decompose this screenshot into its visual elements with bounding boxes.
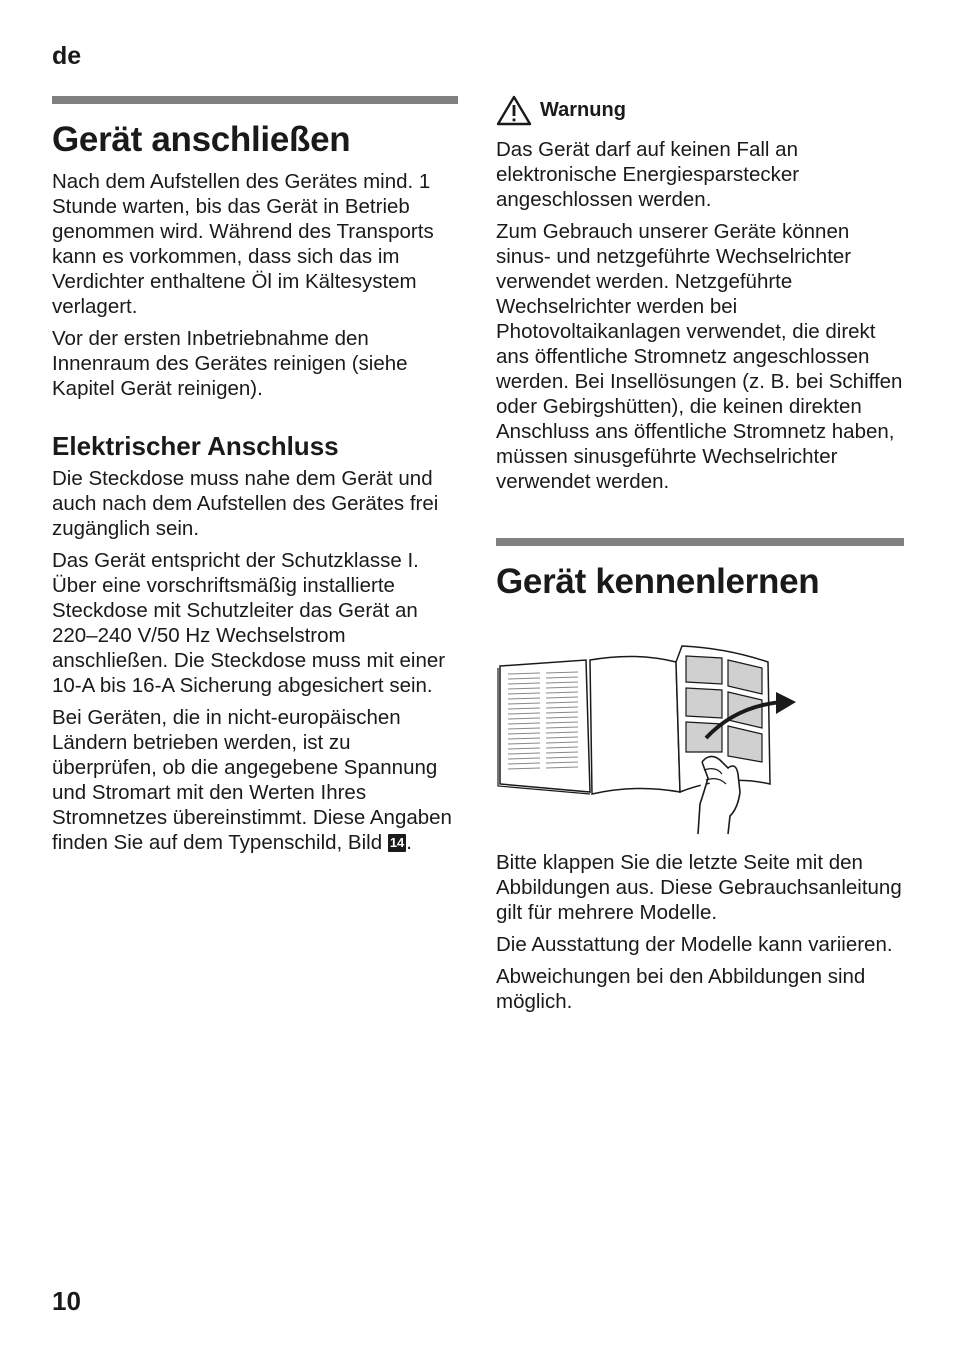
paragraph-end: . xyxy=(406,831,412,854)
warning-header xyxy=(496,90,904,130)
right-column xyxy=(496,0,904,1021)
paragraph-text: Bei Geräten, die in nicht-europäischen Ländern betrieben werden, ist zu überprüfen, ob die angegebene Spannung und Stromart mit den Werten Ihres Stromnetzes übereinstimmt. Diese Angaben finden Sie auf dem Typenschild, Bild xyxy=(52,706,452,854)
manual-foldout-illustration xyxy=(496,644,806,836)
paragraph: Vor der ersten Inbetriebnahme den Innenraum des Gerätes reinigen (siehe Kapitel Gerät reinigen). xyxy=(52,327,408,400)
subsection-title-electrical: Elektrischer Anschluss xyxy=(52,431,339,461)
warning-label: Warnung xyxy=(540,98,626,121)
section-title-connect: Gerät anschließen xyxy=(52,120,351,159)
paragraph: Abweichungen bei den Abbildungen sind möglich. xyxy=(496,965,866,1013)
paragraph: Das Gerät darf auf keinen Fall an elektronische Energiesparstecker angeschlossen werden. xyxy=(496,138,800,211)
section-title-get-to-know: Gerät kennenlernen xyxy=(496,562,820,601)
paragraph: Das Gerät entspricht der Schutzklasse I. Über eine vorschriftsmäßig installierte Steckdose mit Schutzleiter das Gerät an 220–240 V/50 Hz Wechselstrom anschließen. Die Steckdose muss mit einer 10-A bis 16-A Sicherung abgesichert sein. xyxy=(52,549,446,697)
paragraph xyxy=(52,705,458,855)
paragraph: Bitte klappen Sie die letzte Seite mit den Abbildungen aus. Diese Gebrauchsanleitung gilt für mehrere Modelle. xyxy=(496,851,902,924)
language-code: de xyxy=(52,42,82,70)
paragraph: Zum Gebrauch unserer Geräte können sinus- und netzgeführte Wechselrichter verwendet werden. Netzgeführte Wechselrichter werden bei Photovoltaikanlagen verwendet, die direkt ans öffentliche Stromnetz angeschlossen werden. Bei Insellösungen (z. B. bei Schiffen oder Gebirgshütten), die keinen direkten Anschluss ans öffentliche Stromnetz haben, müssen sinusgeführte Wechselrichter verwendet werden. xyxy=(496,220,903,493)
paragraph: Nach dem Aufstellen des Gerätes mind. 1 Stunde warten, bis das Gerät in Betrieb genommen wird. Während des Transports kann es vorkommen, dass sich das im Verdichter enthaltene Öl im Kältesystem verlagert. xyxy=(52,170,434,318)
warning-triangle-icon xyxy=(496,94,532,126)
left-column xyxy=(52,0,458,862)
paragraph: Die Steckdose muss nahe dem Gerät und auch nach dem Aufstellen des Gerätes frei zugänglich sein. xyxy=(52,467,439,540)
section-rule xyxy=(52,96,458,104)
section-rule xyxy=(496,538,904,546)
paragraph: Die Ausstattung der Modelle kann variieren. xyxy=(496,933,893,956)
page-number: 10 xyxy=(52,1286,81,1316)
figure-reference-badge: 14 xyxy=(389,835,405,850)
